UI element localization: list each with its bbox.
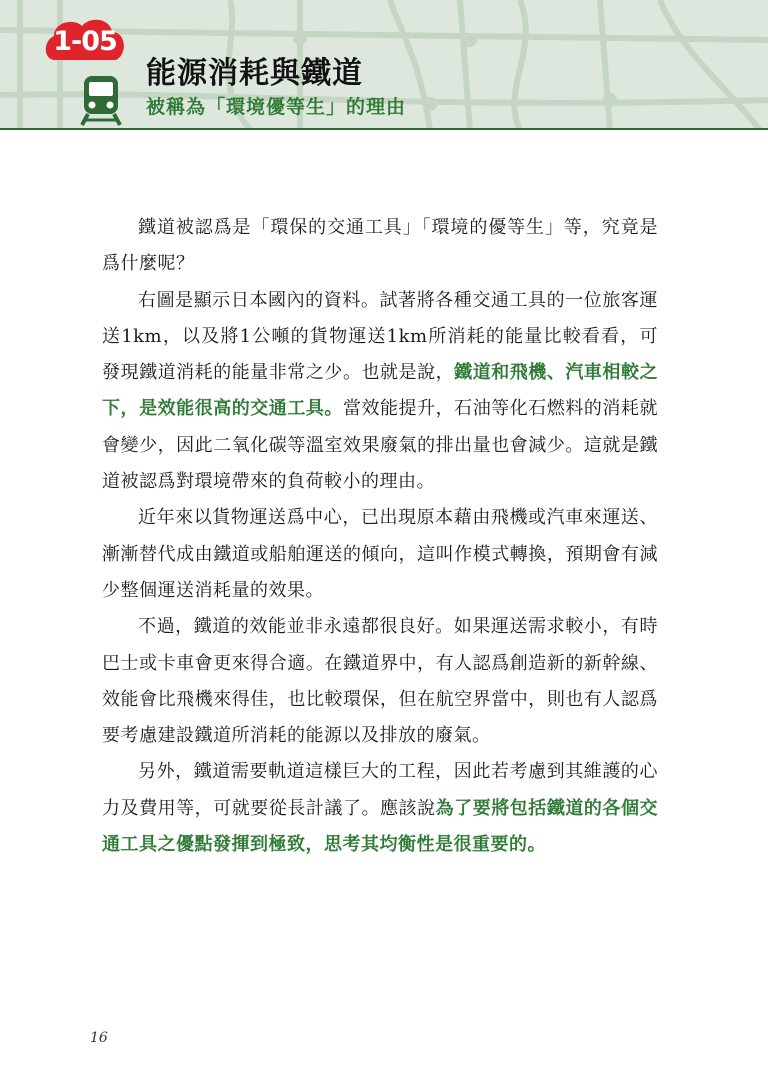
- text-run: 不過，鐵道的效能並非永遠都很良好。如果運送需求較小，有時巴士或卡車會更來得合適。在鐵道界中，有人認爲創造新的新幹線、效能會比飛機來得佳，也比較環保，但在航空界當中，則也有人認爲要考慮建設鐵道所消耗的能源以及排放的廢氣。: [102, 616, 658, 747]
- text-run: 另外，鐵道需要軌道這樣巨大的工程，因此若考慮到其維護的心力及費用等，可就要從長計議了。應該說: [102, 761, 658, 819]
- text-run: 鐵道被認爲是「環保的交通工具」「環境的優等生」等，究竟是爲什麼呢？: [102, 217, 658, 275]
- paragraph: [102, 283, 658, 501]
- chapter-number: 1-05: [53, 26, 117, 57]
- paragraph: [102, 609, 658, 754]
- highlighted-text: 為了要將包括鐵道的各個交通工具之優點發揮到極致，思考其均衡性是很重要的。: [102, 797, 659, 856]
- page-title: 能源消耗與鐵道: [146, 56, 363, 91]
- train-icon: [80, 74, 122, 126]
- page-number: 16: [90, 1030, 108, 1046]
- body-text: [102, 210, 658, 863]
- paragraph: [102, 210, 658, 283]
- text-run: 右圖是顯示日本國內的資料。試著將各種交通工具的一位旅客運送1km，以及將1公噸的貨物運送1km所消耗的能量比較看看，可發現鐵道消耗的能量非常之少。也就是說，: [102, 289, 658, 384]
- highlighted-text: 鐵道和飛機、汽車相較之下，是效能很高的交通工具。: [102, 362, 659, 420]
- paragraph: [102, 500, 658, 609]
- header-rule: [0, 128, 768, 130]
- text-run: 當效能提升，石油等化石燃料的消耗就會變少，因此二氧化碳等溫室效果廢氣的排出量也會減少。這就是鐵道被認爲對環境帶來的負荷較小的理由。: [102, 398, 659, 493]
- paragraph: [102, 754, 658, 863]
- text-run: 近年來以貨物運送爲中心，已出現原本藉由飛機或汽車來運送、漸漸替代成由鐵道或船舶運送的傾向，這叫作模式轉換，預期會有減少整個運送消耗量的效果。: [102, 507, 658, 601]
- page-header: [0, 0, 768, 130]
- page-subtitle: 被稱為「環境優等生」的理由: [146, 96, 407, 118]
